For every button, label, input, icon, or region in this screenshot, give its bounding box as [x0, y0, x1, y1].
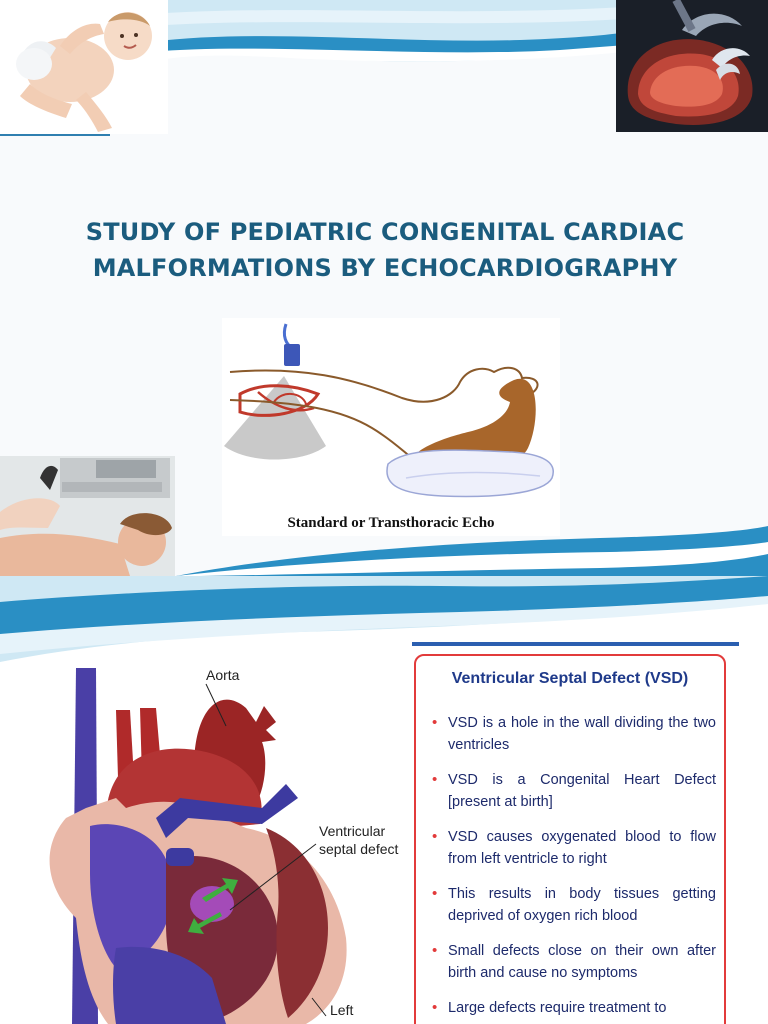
vsd-info-box: [414, 654, 726, 1024]
accent-bar: [412, 642, 739, 646]
list-item: • Small defects close on their own after birth and cause no symptoms: [430, 940, 716, 984]
slide-title: [40, 214, 730, 286]
title-line-1: STUDY OF PEDIATRIC CONGENITAL CARDIAC: [85, 218, 685, 246]
heart-cutaway-illustration: [616, 0, 768, 132]
echo-caption: Standard or Transthoracic Echo: [287, 515, 495, 531]
list-item: • VSD is a Congenital Heart Defect [present at birth]: [430, 769, 716, 813]
infant-illustration: [0, 0, 168, 134]
heart-cutaway-photo: [616, 0, 768, 132]
vsd-box-title: Ventricular Septal Defect (VSD): [451, 670, 689, 687]
label-left: Left: [330, 1002, 354, 1018]
vsd-heart-diagram: [16, 648, 410, 1024]
list-item: • This results in body tissues getting deprived of oxygen rich blood: [430, 883, 716, 927]
vsd-slide: [0, 576, 768, 1024]
infant-photo: [0, 0, 168, 134]
list-item: • Large defects require treatment to: [430, 997, 716, 1019]
echo-illustration: [222, 318, 560, 518]
vsd-bullet-list: [430, 712, 716, 1024]
label-ventricular-septal-defect: Ventricular septal defect: [319, 823, 399, 857]
list-item: • VSD is a hole in the wall dividing the two ventricles: [430, 712, 716, 756]
title-line-2: MALFORMATIONS BY ECHOCARDIOGRAPHY: [92, 254, 678, 282]
divider-line: [0, 134, 110, 136]
transthoracic-echo-figure: [222, 318, 560, 536]
list-item: • VSD causes oxygenated blood to flow from left ventricle to right: [430, 826, 716, 870]
bottom-wave-banner: [0, 512, 768, 576]
label-aorta: Aorta: [206, 667, 240, 683]
